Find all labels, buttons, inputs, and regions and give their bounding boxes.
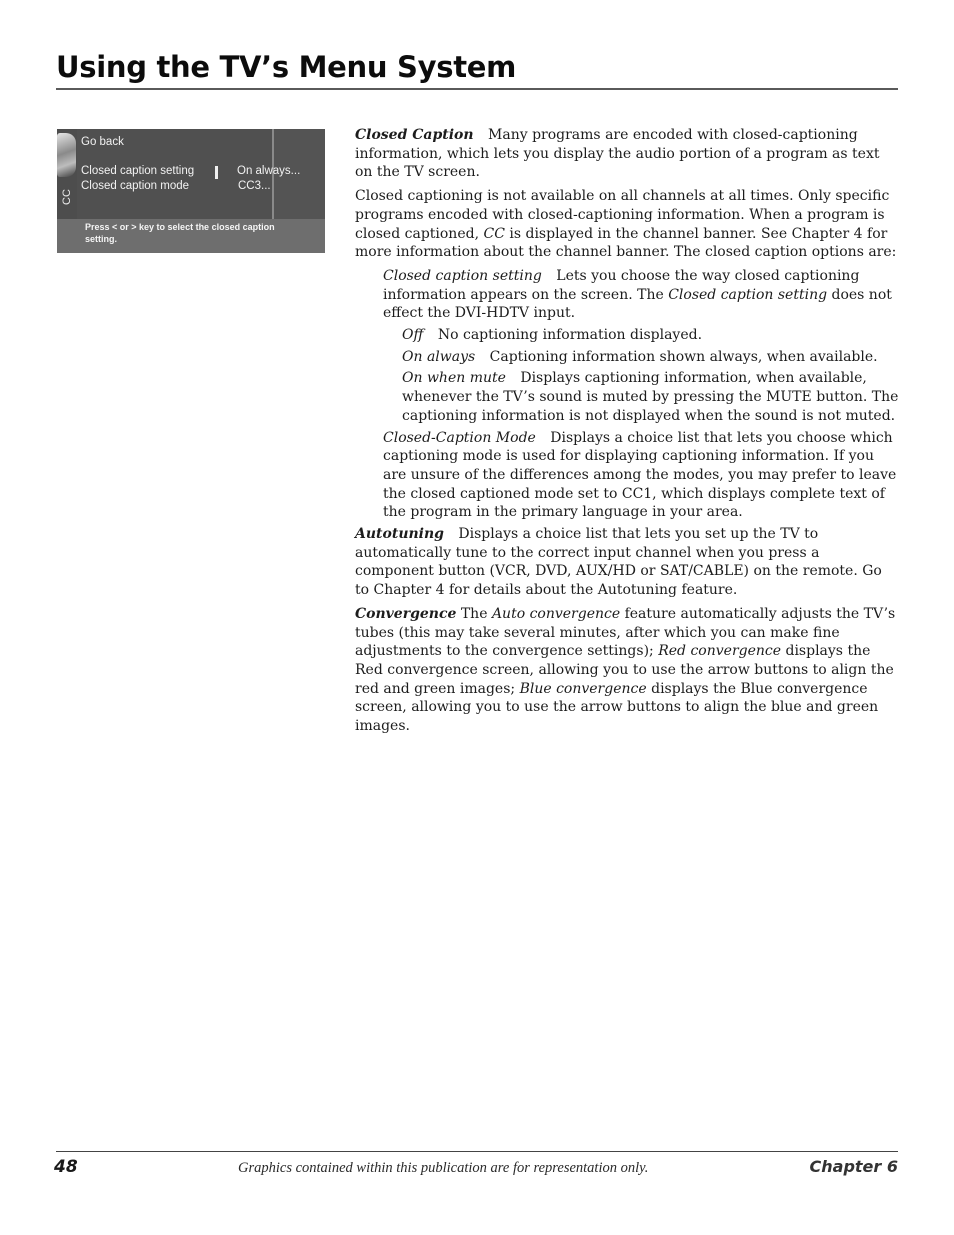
autotuning-heading: Autotuning <box>355 526 444 543</box>
autotuning-text: Displays a choice list that lets you set up the TV to automatically tune to the correct input channel when you press a component button (VCR, DVD, AUX/HD or SAT/CABLE) on the remote. Go to Chapter 4 for details about the Autotuning feature. <box>355 526 882 599</box>
footer-divider <box>56 1151 898 1152</box>
menu-side-label: CC <box>61 189 73 205</box>
option-on-mute-text: Displays captioning information, when available, whenever the TV’s sound is muted by pressing the MUTE button. The captioning information is not displayed when the sound is not muted. <box>402 370 899 424</box>
option-off-text: No captioning information displayed. <box>437 327 703 344</box>
closed-caption-mode-paragraph <box>383 429 900 523</box>
manual-content <box>355 126 900 741</box>
convergence-text-1: The <box>460 605 488 622</box>
auto-convergence-term: Auto convergence <box>491 605 621 622</box>
menu-item-closed-caption-mode: Closed caption mode <box>81 180 190 192</box>
closed-caption-intro: Many programs are encoded with closed-captioning information, which lets you display the audio portion of a program as text on the TV screen. <box>355 127 880 181</box>
option-off-label: Off <box>402 327 424 344</box>
red-convergence-term: Red convergence <box>658 643 782 660</box>
option-on-when-mute <box>402 369 900 425</box>
setting-term: Closed caption setting <box>668 286 828 303</box>
title-divider <box>56 88 898 90</box>
menu-help-text: Press < or > key to select the closed caption setting. <box>85 222 275 244</box>
menu-selection-cursor <box>215 166 218 179</box>
menu-value-closed-caption-setting: On always... <box>237 165 301 177</box>
closed-caption-availability-paragraph <box>355 187 900 262</box>
closed-caption-setting-heading: Closed caption setting <box>383 267 542 284</box>
setting-text-a: Lets you choose the way closed captioning information appears on the screen. The <box>383 267 860 303</box>
blue-convergence-term: Blue convergence <box>519 680 647 697</box>
availability-text-a: Closed captioning is not available on all channels at all times. Only specific programs encoded with closed-captioning information. When a program is closed captioned, <box>355 188 890 242</box>
closed-caption-setting-paragraph <box>383 267 900 323</box>
mode-text: Displays a choice list that lets you choose which captioning mode is used for displaying captioning information. If you are unsure of the differences among the modes, you may prefer to leave the closed captioned mode set to CC1, which displays complete text of the program in the primary language in your area. <box>383 429 897 521</box>
convergence-heading: Convergence <box>355 605 457 622</box>
setting-text-b: does not effect the DVI-HDTV input. <box>383 286 892 322</box>
cc-term: CC <box>483 225 505 242</box>
menu-value-closed-caption-mode: CC3... <box>238 180 271 192</box>
convergence-text-4: displays the Blue convergence screen, allowing you to use the arrow buttons to align the blue and green images. <box>355 680 879 735</box>
closed-caption-menu-screenshot <box>57 129 325 253</box>
convergence-paragraph <box>355 605 900 736</box>
option-on-always-text: Captioning information shown always, when available. <box>489 348 878 365</box>
page-number: 48 <box>54 1157 78 1177</box>
option-off <box>402 326 900 345</box>
convergence-text-2: feature automatically adjusts the TV’s tubes (this may take several minutes, after which you can make fine adjustments to the convergence settings); <box>355 605 896 660</box>
option-on-mute-label: On when mute <box>402 370 506 387</box>
autotuning-paragraph <box>355 525 900 600</box>
menu-item-closed-caption-setting: Closed caption setting <box>81 165 195 177</box>
cc-menu-icon <box>57 133 76 177</box>
closed-caption-heading: Closed Caption <box>355 127 474 143</box>
page-title: Using the TV’s Menu System <box>56 50 517 84</box>
availability-text-b: is displayed in the channel banner. See Chapter 4 for more information about the channel banner. The closed caption options are: <box>355 225 897 261</box>
option-on-always <box>402 348 900 367</box>
convergence-text-3: displays the Red convergence screen, allowing you to use the arrow buttons to align the red and green images; <box>355 643 894 697</box>
menu-item-go-back: Go back <box>81 136 124 148</box>
closed-caption-mode-heading: Closed-Caption Mode <box>383 429 536 446</box>
footer-note: Graphics contained within this publication are for representation only. <box>238 1160 649 1176</box>
closed-caption-paragraph <box>355 126 900 182</box>
option-on-always-label: On always <box>402 348 476 365</box>
chapter-label: Chapter 6 <box>809 1157 898 1176</box>
